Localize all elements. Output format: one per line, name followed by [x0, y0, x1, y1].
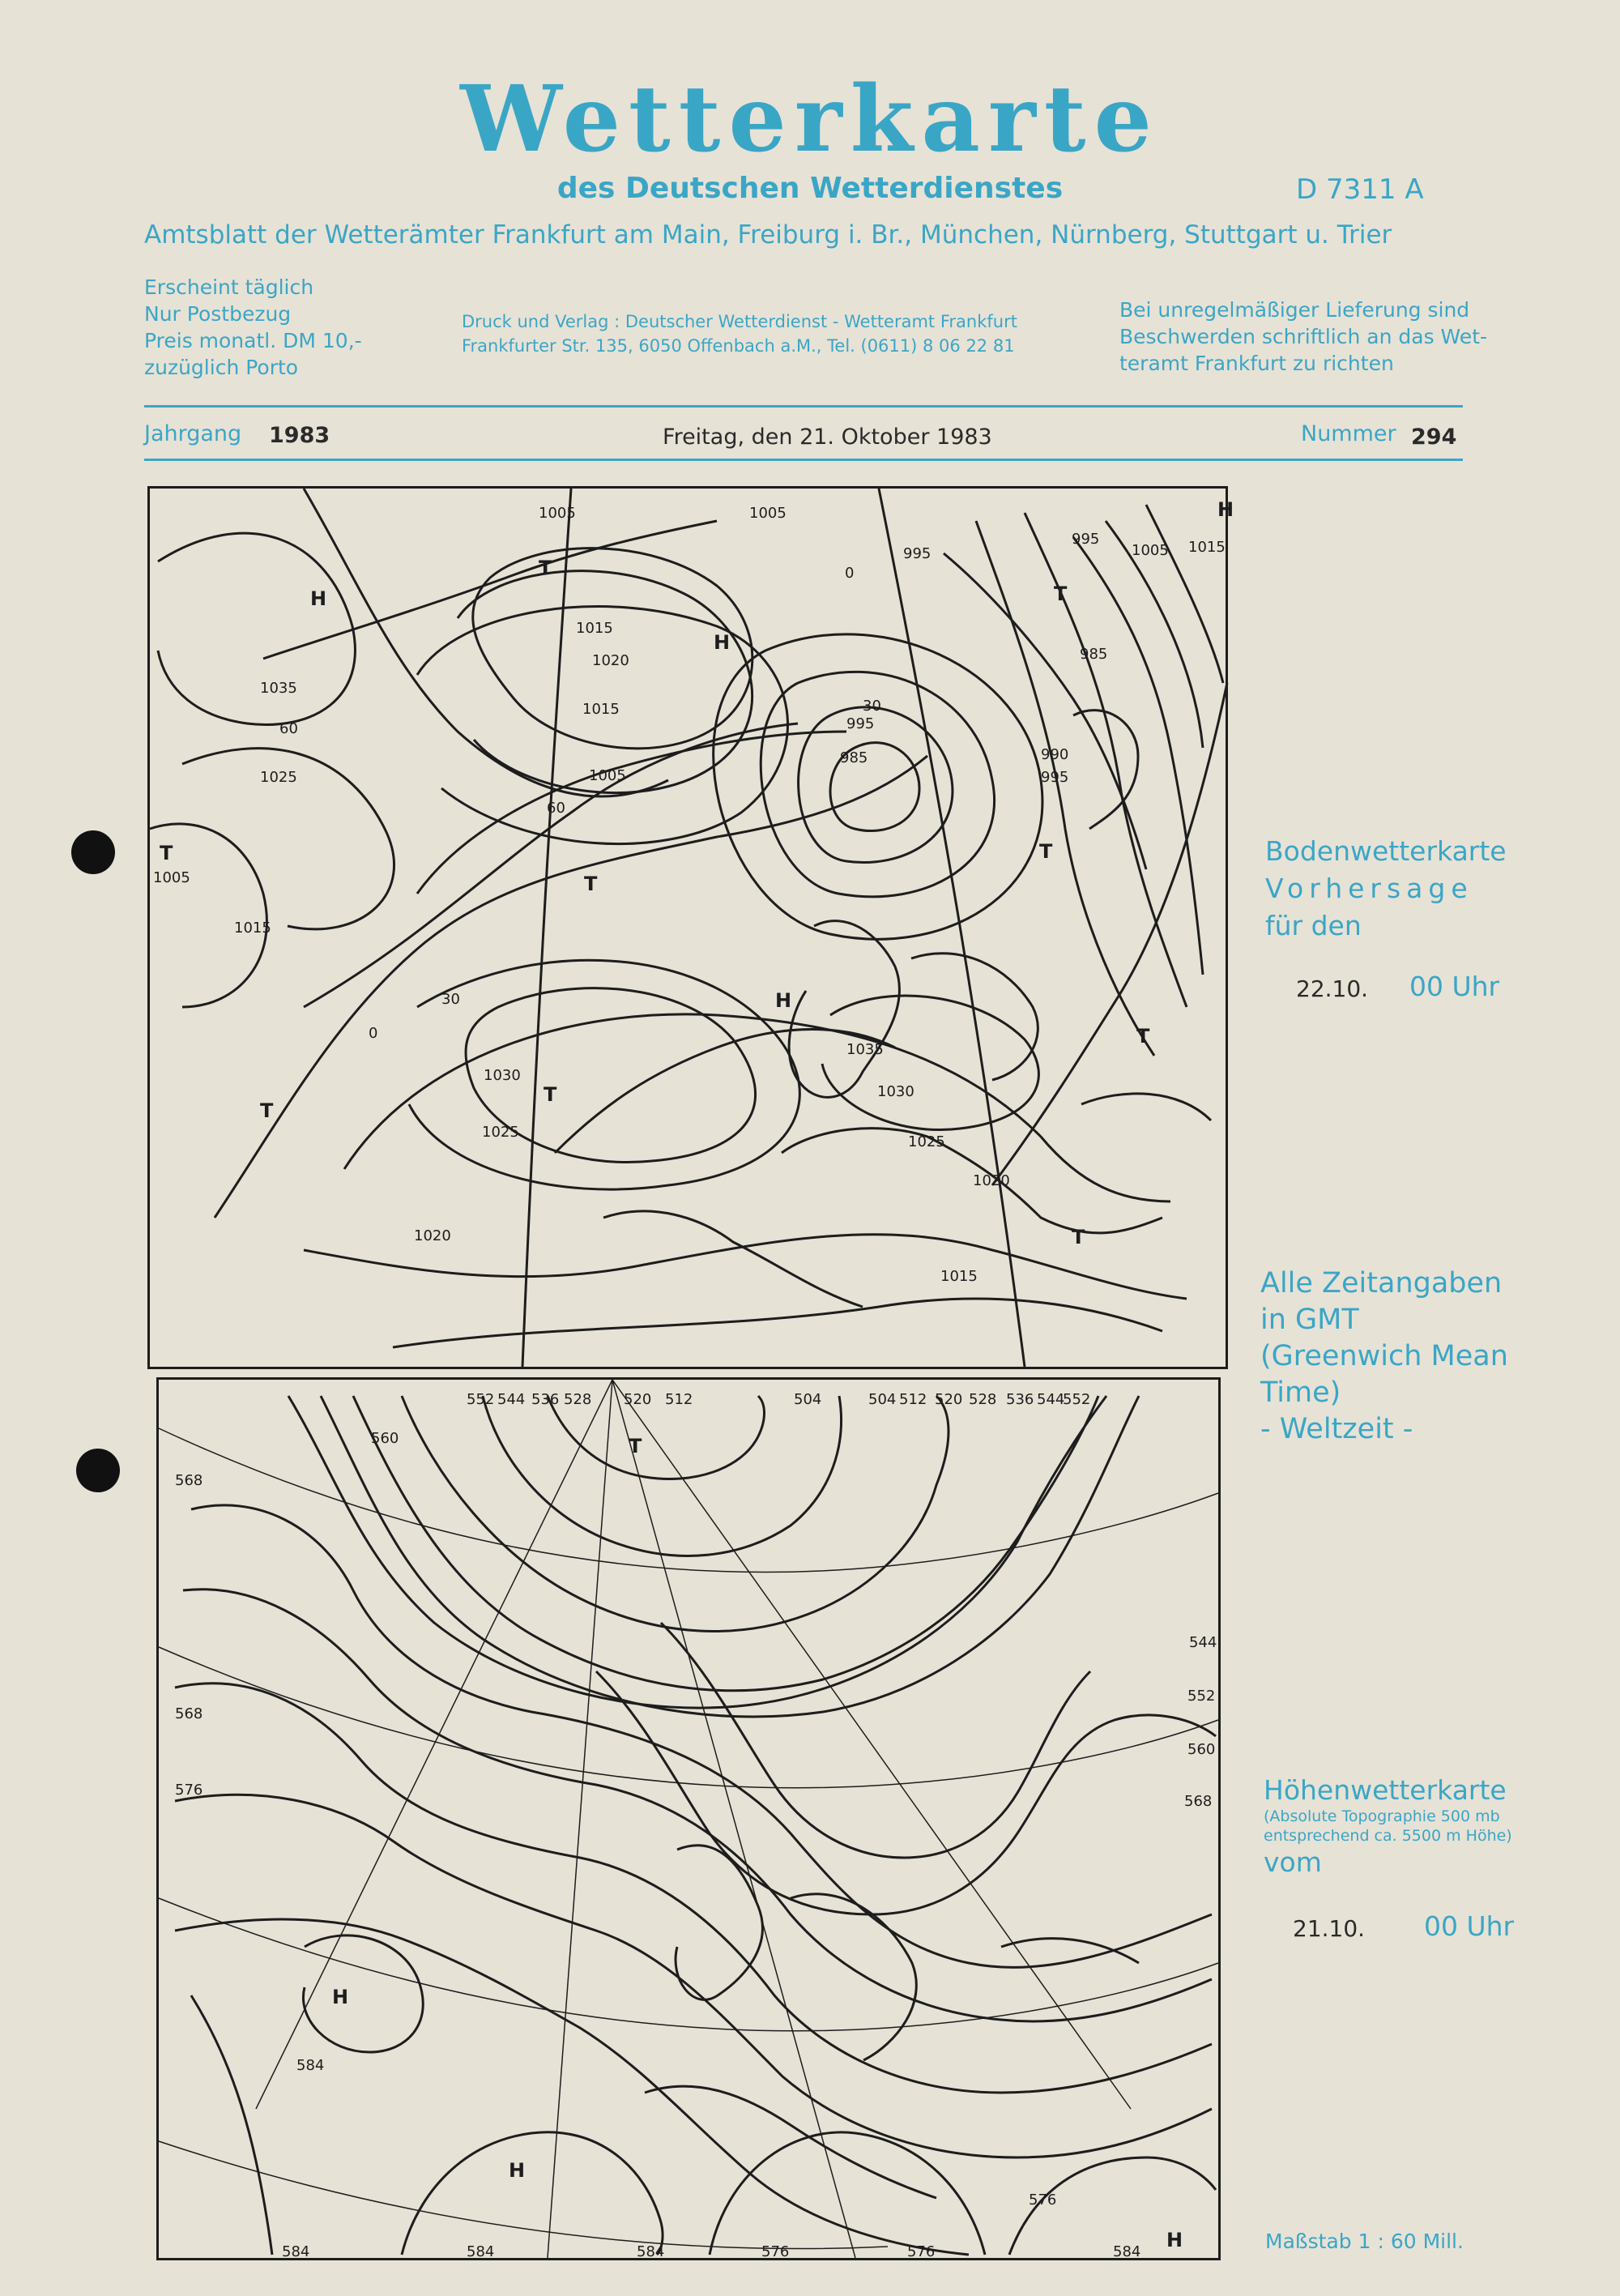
contour	[353, 1396, 1098, 1691]
isoline-label: 30	[441, 991, 460, 1008]
isoline-label: 576	[907, 2243, 936, 2260]
contour	[191, 1505, 1212, 1967]
coastline	[782, 1129, 1162, 1233]
meridian	[522, 489, 571, 1367]
nummer-value: 294	[1411, 425, 1457, 450]
isoline-label: 1025	[260, 769, 297, 786]
isoline-label: 995	[1072, 531, 1100, 548]
isoline-label: 995	[846, 715, 875, 732]
upper-map-note	[1264, 1807, 1512, 1846]
contour	[548, 1396, 765, 1479]
upper-map-caption	[1264, 1774, 1512, 1880]
upper-map-note-line: entsprechend ca. 5500 m Höhe)	[1264, 1827, 1512, 1845]
punch-hole	[71, 830, 115, 874]
coastline	[603, 1211, 863, 1307]
contour	[402, 2132, 663, 2255]
upper-map-vom: vom	[1264, 1846, 1322, 1878]
pressure-center-label: H	[714, 631, 731, 654]
surface-map-date: 22.10.	[1296, 975, 1369, 1002]
upper-map-note-line: (Absolute Topographie 500 mb	[1264, 1807, 1500, 1825]
isoline-label: 584	[467, 2243, 495, 2260]
isobar	[799, 707, 953, 863]
isoline-label: 0	[845, 565, 855, 582]
subscription-line: Preis monatl. DM 10,-	[144, 329, 362, 352]
isoline-label: 544	[497, 1391, 526, 1408]
isoline-label: 1020	[592, 652, 629, 669]
pressure-center-label: H	[509, 2159, 526, 2182]
complaint-info	[1119, 297, 1487, 377]
publisher-line: Amtsblatt der Wetterämter Frankfurt am Main, Freiburg i. Br., München, Nürnberg, Stuttgart u. Trier	[144, 220, 1392, 250]
contour	[402, 1396, 949, 1631]
isoline-label: 1030	[484, 1067, 521, 1084]
pressure-center-label: T	[1039, 840, 1053, 863]
isobar	[417, 607, 787, 844]
isoline-label: 568	[175, 1705, 203, 1722]
isoline-label: 584	[296, 2057, 325, 2074]
bulletin-subtitle: des Deutschen Wetterdienstes	[556, 172, 1064, 205]
isoline-label: 520	[624, 1391, 652, 1408]
isoline-label: 560	[1187, 1741, 1216, 1758]
subscription-line: Erscheint täglich	[144, 275, 314, 299]
pressure-center-label: H	[332, 1986, 349, 2008]
isobar	[473, 548, 752, 749]
isoline-label: 30	[863, 698, 881, 715]
pressure-center-label: H	[310, 587, 327, 610]
isoline-label: 1005	[539, 505, 576, 522]
isoline-label: 536	[531, 1391, 560, 1408]
pressure-center-label: T	[584, 873, 598, 895]
front	[304, 723, 798, 1007]
issue-date: Freitag, den 21. Oktober 1983	[663, 425, 992, 450]
graticule	[612, 1380, 855, 2258]
isoline-label: 990	[1041, 746, 1069, 763]
isoline-label: 544	[1189, 1634, 1217, 1651]
isoline-label: 985	[1080, 646, 1108, 663]
isoline-label: 568	[1184, 1793, 1213, 1810]
upper-map-svg	[159, 1380, 1218, 2258]
pressure-center-label: T	[160, 842, 173, 864]
pressure-center-label: H	[1166, 2229, 1183, 2251]
upper-map-time: 00 Uhr	[1424, 1910, 1515, 1942]
map-scale: Maßstab 1 : 60 Mill.	[1265, 2230, 1464, 2253]
isoline-label: 504	[868, 1391, 897, 1408]
isoline-label: 576	[175, 1782, 203, 1799]
isoline-label: 584	[1113, 2243, 1141, 2260]
isoline-label: 1035	[846, 1041, 884, 1058]
time-zone-note	[1260, 1265, 1508, 1448]
subscription-line: zuzüglich Porto	[144, 356, 299, 379]
isoline-label: 1015	[582, 701, 620, 718]
complaint-line: teramt Frankfurt zu richten	[1119, 352, 1394, 375]
complaint-line: Bei unregelmäßiger Lieferung sind	[1119, 298, 1470, 322]
upper-map-caption-title: Höhenwetterkarte	[1264, 1774, 1507, 1806]
printer-line: Druck und Verlag : Deutscher Wetterdienst - Wetteramt Frankfurt	[462, 312, 1017, 331]
pressure-center-label: H	[775, 989, 792, 1012]
isoline-label: 1005	[1132, 542, 1169, 559]
isoline-label: 1005	[589, 767, 626, 784]
subscription-info	[144, 274, 362, 381]
graticule	[256, 1380, 612, 2109]
contour	[175, 1684, 1212, 2093]
isoline-label: 568	[175, 1472, 203, 1489]
isoline-label: 0	[369, 1025, 378, 1042]
surface-map-caption-title: Bodenwetterkarte	[1265, 835, 1507, 867]
pressure-center-label: T	[1054, 583, 1068, 605]
pressure-center-label: T	[544, 1083, 557, 1106]
contour	[303, 1935, 423, 2052]
bulletin-title: Wetterkarte	[460, 66, 1160, 173]
isoline-label: 504	[794, 1391, 822, 1408]
isoline-label: 1020	[973, 1172, 1010, 1189]
printer-line: Frankfurter Str. 135, 6050 Offenbach a.M., Tel. (0611) 8 06 22 81	[462, 336, 1015, 356]
front	[992, 683, 1227, 1185]
isoline-label: 1005	[153, 869, 190, 886]
coastline	[1081, 1094, 1211, 1120]
pressure-center-label: T	[260, 1099, 274, 1122]
isoline-label: 528	[564, 1391, 592, 1408]
isobar	[409, 960, 799, 1189]
front	[555, 1030, 895, 1154]
isoline-label: 985	[840, 749, 868, 766]
nummer-label: Nummer	[1301, 421, 1396, 446]
isoline-label: 512	[665, 1391, 693, 1408]
contour	[483, 1396, 842, 1556]
isoline-label: 544	[1037, 1391, 1065, 1408]
isoline-label: 560	[371, 1430, 399, 1447]
isoline-label: 1015	[940, 1268, 978, 1285]
subscription-line: Nur Postbezug	[144, 302, 292, 326]
header-rule-top	[144, 405, 1463, 408]
pressure-center-label: T	[539, 557, 552, 579]
time-zone-line: - Weltzeit -	[1260, 1413, 1413, 1445]
contour	[175, 1795, 1212, 2157]
isoline-label: 1035	[260, 680, 297, 697]
isoline-label: 1025	[482, 1124, 519, 1141]
isoline-label: 552	[467, 1391, 495, 1408]
isoline-label: 1015	[234, 920, 271, 937]
surface-map-svg	[150, 489, 1234, 1367]
graticule	[612, 1380, 1131, 2109]
coastline	[789, 921, 899, 1098]
isoline-label: 536	[1006, 1391, 1034, 1408]
contour	[191, 1995, 272, 2255]
upper-map-date: 21.10.	[1293, 1915, 1366, 1942]
jahrgang-label: Jahrgang	[144, 421, 242, 446]
time-zone-line: Alle Zeitangaben	[1260, 1267, 1503, 1300]
isoline-label: 60	[547, 800, 565, 817]
pressure-center-label: T	[1072, 1226, 1085, 1248]
isoline-label: 1015	[576, 620, 613, 637]
printer-info	[462, 309, 1017, 358]
isoline-label: 1020	[414, 1227, 451, 1244]
surface-map-caption-line: Vorhersage	[1265, 873, 1473, 904]
isoline-label: 584	[637, 2243, 665, 2260]
isoline-label: 995	[1041, 769, 1069, 786]
coastline	[1001, 1939, 1139, 1963]
surface-weather-map	[147, 486, 1234, 1369]
pressure-center-label: T	[1136, 1025, 1150, 1048]
isoline-label: 528	[969, 1391, 997, 1408]
surface-map-time: 00 Uhr	[1409, 971, 1500, 1002]
pressure-center-label: T	[629, 1435, 642, 1457]
contour	[183, 1590, 1212, 2021]
front	[215, 756, 927, 1218]
upper-air-map	[156, 1377, 1221, 2260]
surface-map-caption	[1265, 833, 1507, 945]
isoline-label: 576	[1029, 2191, 1057, 2209]
surface-map-caption-line: für den	[1265, 910, 1362, 941]
contour	[175, 1919, 969, 2255]
coastline	[791, 1894, 916, 2060]
isoline-label: 1015	[1188, 539, 1226, 556]
isoline-label: 995	[903, 545, 932, 562]
time-zone-line: (Greenwich Mean	[1260, 1340, 1508, 1372]
jahrgang-value: 1983	[269, 423, 330, 448]
punch-hole	[76, 1449, 120, 1492]
isoline-label: 512	[899, 1391, 927, 1408]
contour	[661, 1623, 1090, 1858]
isoline-label: 1030	[877, 1083, 914, 1100]
isoline-label: 552	[1063, 1391, 1091, 1408]
time-zone-line: Time)	[1260, 1376, 1341, 1409]
isobar	[1146, 505, 1223, 683]
isoline-label: 1025	[908, 1133, 945, 1150]
header-rule-bottom	[144, 459, 1463, 461]
isobar	[393, 1299, 1162, 1347]
complaint-line: Beschwerden schriftlich an das Wet-	[1119, 325, 1488, 348]
isoline-label: 1005	[749, 505, 787, 522]
document-id: D 7311 A	[1296, 173, 1424, 206]
isoline-label: 584	[282, 2243, 310, 2260]
isoline-label: 60	[279, 720, 298, 737]
time-zone-line: in GMT	[1260, 1304, 1359, 1336]
isoline-label: 520	[935, 1391, 963, 1408]
isoline-label: 576	[761, 2243, 790, 2260]
isobar	[158, 533, 355, 724]
isoline-label: 552	[1187, 1688, 1216, 1705]
pressure-center-label: H	[1217, 498, 1234, 521]
